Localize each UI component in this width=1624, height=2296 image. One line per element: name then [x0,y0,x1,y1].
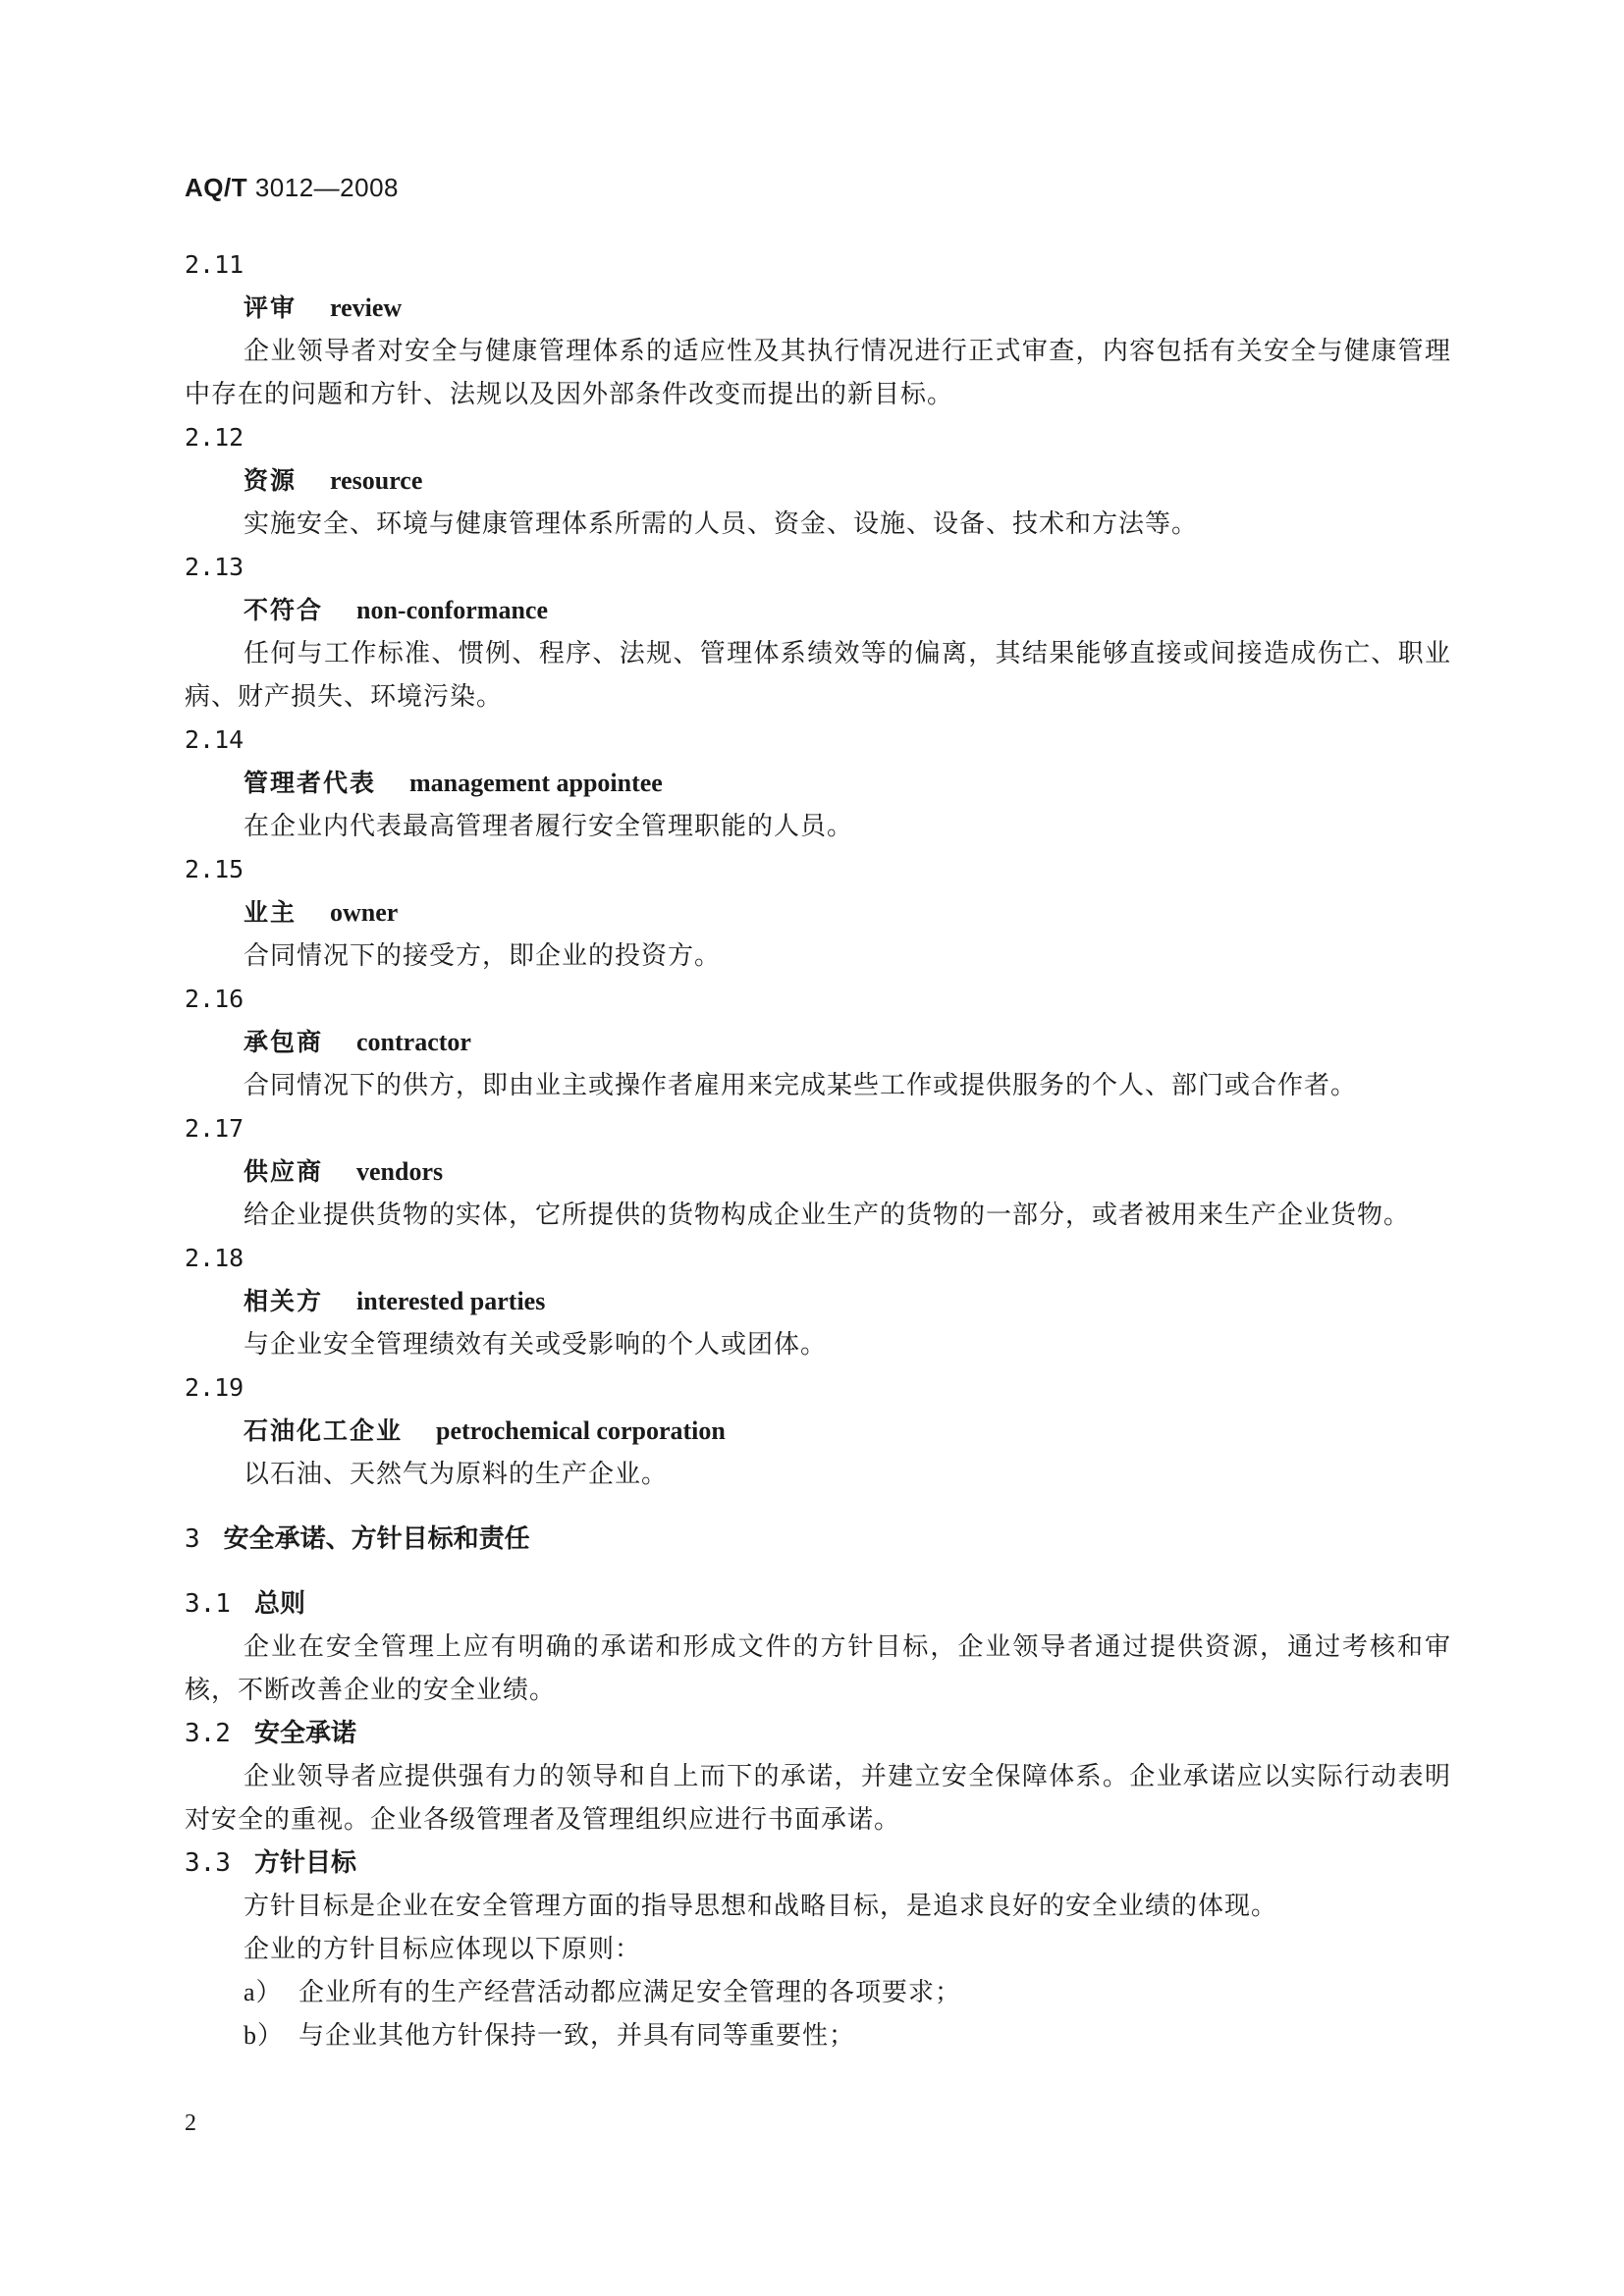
term-heading [185,762,1451,805]
term-english: owner [330,898,399,927]
term-entry [185,1237,1451,1366]
term-number: 2.15 [185,855,244,883]
term-heading [185,1150,1451,1194]
term-number: 2.13 [185,553,244,581]
term-english: non-conformance [356,596,548,624]
subsection-title: 方针目标 [253,1848,356,1878]
list-marker: b） [244,2021,285,2050]
section-number: 3 [185,1524,200,1554]
term-number: 2.12 [185,423,244,452]
term-entry [185,243,1451,416]
term-entry [185,1107,1451,1237]
standard-number: 3012—2008 [247,173,400,202]
term-definition: 合同情况下的供方，即由业主或操作者雇用来完成某些工作或提供服务的个人、部门或合作者。 [244,1071,1358,1100]
term-definition: 实施安全、环境与健康管理体系所需的人员、资金、设施、设备、技术和方法等。 [244,509,1199,539]
list-marker: a） [244,1978,283,2006]
subsection-paragraph: 方针目标是企业在安全管理方面的指导思想和战略目标，是追求良好的安全业绩的体现。 [244,1892,1278,1921]
term-heading [185,1021,1451,1064]
term-definition: 任何与工作标准、惯例、程序、法规、管理体系绩效等的偏离，其结果能够直接或间接造成伤亡、职业病、财产损失、环境污染。 [185,639,1451,712]
list-item-text: 与企业其他方针保持一致，并具有同等重要性； [298,2021,856,2051]
subsection-number: 3.3 [185,1848,231,1878]
term-chinese: 承包商 [244,1028,324,1056]
term-heading [185,287,1451,330]
term-number: 2.16 [185,985,244,1013]
term-english: management appointee [409,769,663,797]
term-heading [185,1280,1451,1323]
subsection-paragraph: 企业的方针目标应体现以下原则： [244,1935,642,1964]
term-chinese: 石油化工企业 [244,1416,404,1445]
subsection-number: 3.1 [185,1589,231,1619]
term-heading [185,891,1451,934]
term-chinese: 供应商 [244,1157,324,1186]
term-english: contractor [356,1028,471,1056]
term-number: 2.14 [185,725,244,754]
subsection-heading [185,1842,1451,1885]
section-title: 安全承诺、方针目标和责任 [223,1524,530,1554]
term-chinese: 相关方 [244,1287,324,1315]
term-chinese: 管理者代表 [244,769,377,797]
term-definition: 与企业安全管理绩效有关或受影响的个人或团体。 [244,1330,828,1360]
term-chinese: 资源 [244,466,298,495]
term-english: petrochemical corporation [436,1416,726,1445]
term-definition: 合同情况下的接受方，即企业的投资方。 [244,941,722,971]
document-body [185,243,1451,2057]
subsection-paragraph: 企业领导者应提供强有力的领导和自上而下的承诺，并建立安全保障体系。企业承诺应以实际行动表明对安全的重视。企业各级管理者及管理组织应进行书面承诺。 [185,1762,1451,1835]
term-definition: 给企业提供货物的实体，它所提供的货物构成企业生产的货物的一部分，或者被用来生产企业货物。 [244,1201,1411,1230]
term-english: vendors [356,1157,444,1186]
term-chinese: 业主 [244,898,298,927]
term-entry [185,719,1451,848]
subsection-paragraph: 企业在安全管理上应有明确的承诺和形成文件的方针目标，企业领导者通过提供资源，通过考核和审核，不断改善企业的安全业绩。 [185,1632,1451,1705]
subsection-heading [185,1712,1451,1755]
term-number: 2.18 [185,1244,244,1272]
subsection-number: 3.2 [185,1719,231,1748]
term-english: interested parties [356,1287,546,1315]
term-english: resource [330,466,423,495]
term-entry [185,416,1451,546]
term-entry [185,1366,1451,1496]
list-item [185,2014,1451,2057]
term-definition: 以石油、天然气为原料的生产企业。 [244,1460,669,1489]
list-item-text: 企业所有的生产经营活动都应满足安全管理的各项要求； [298,1978,962,2007]
term-heading [185,1410,1451,1453]
section-heading [185,1518,1451,1561]
term-number: 2.17 [185,1114,244,1143]
term-chinese: 评审 [244,294,298,322]
term-heading [185,589,1451,632]
term-number: 2.11 [185,250,244,279]
page-header [185,173,399,203]
subsection-title: 总则 [253,1589,305,1619]
term-chinese: 不符合 [244,596,324,624]
term-english: review [330,294,403,322]
subsection-title: 安全承诺 [253,1719,356,1748]
term-entry [185,848,1451,978]
list-item [185,1971,1451,2014]
term-definition: 企业领导者对安全与健康管理体系的适应性及其执行情况进行正式审查，内容包括有关安全与健康管理中存在的问题和方针、法规以及因外部条件改变而提出的新目标。 [185,337,1451,409]
page-number: 2 [185,2110,196,2136]
term-heading [185,459,1451,503]
standard-code: AQ/T [185,173,248,202]
subsection-heading [185,1582,1451,1626]
term-entry [185,978,1451,1107]
term-entry [185,546,1451,719]
term-number: 2.19 [185,1373,244,1402]
term-definition: 在企业内代表最高管理者履行安全管理职能的人员。 [244,812,854,841]
